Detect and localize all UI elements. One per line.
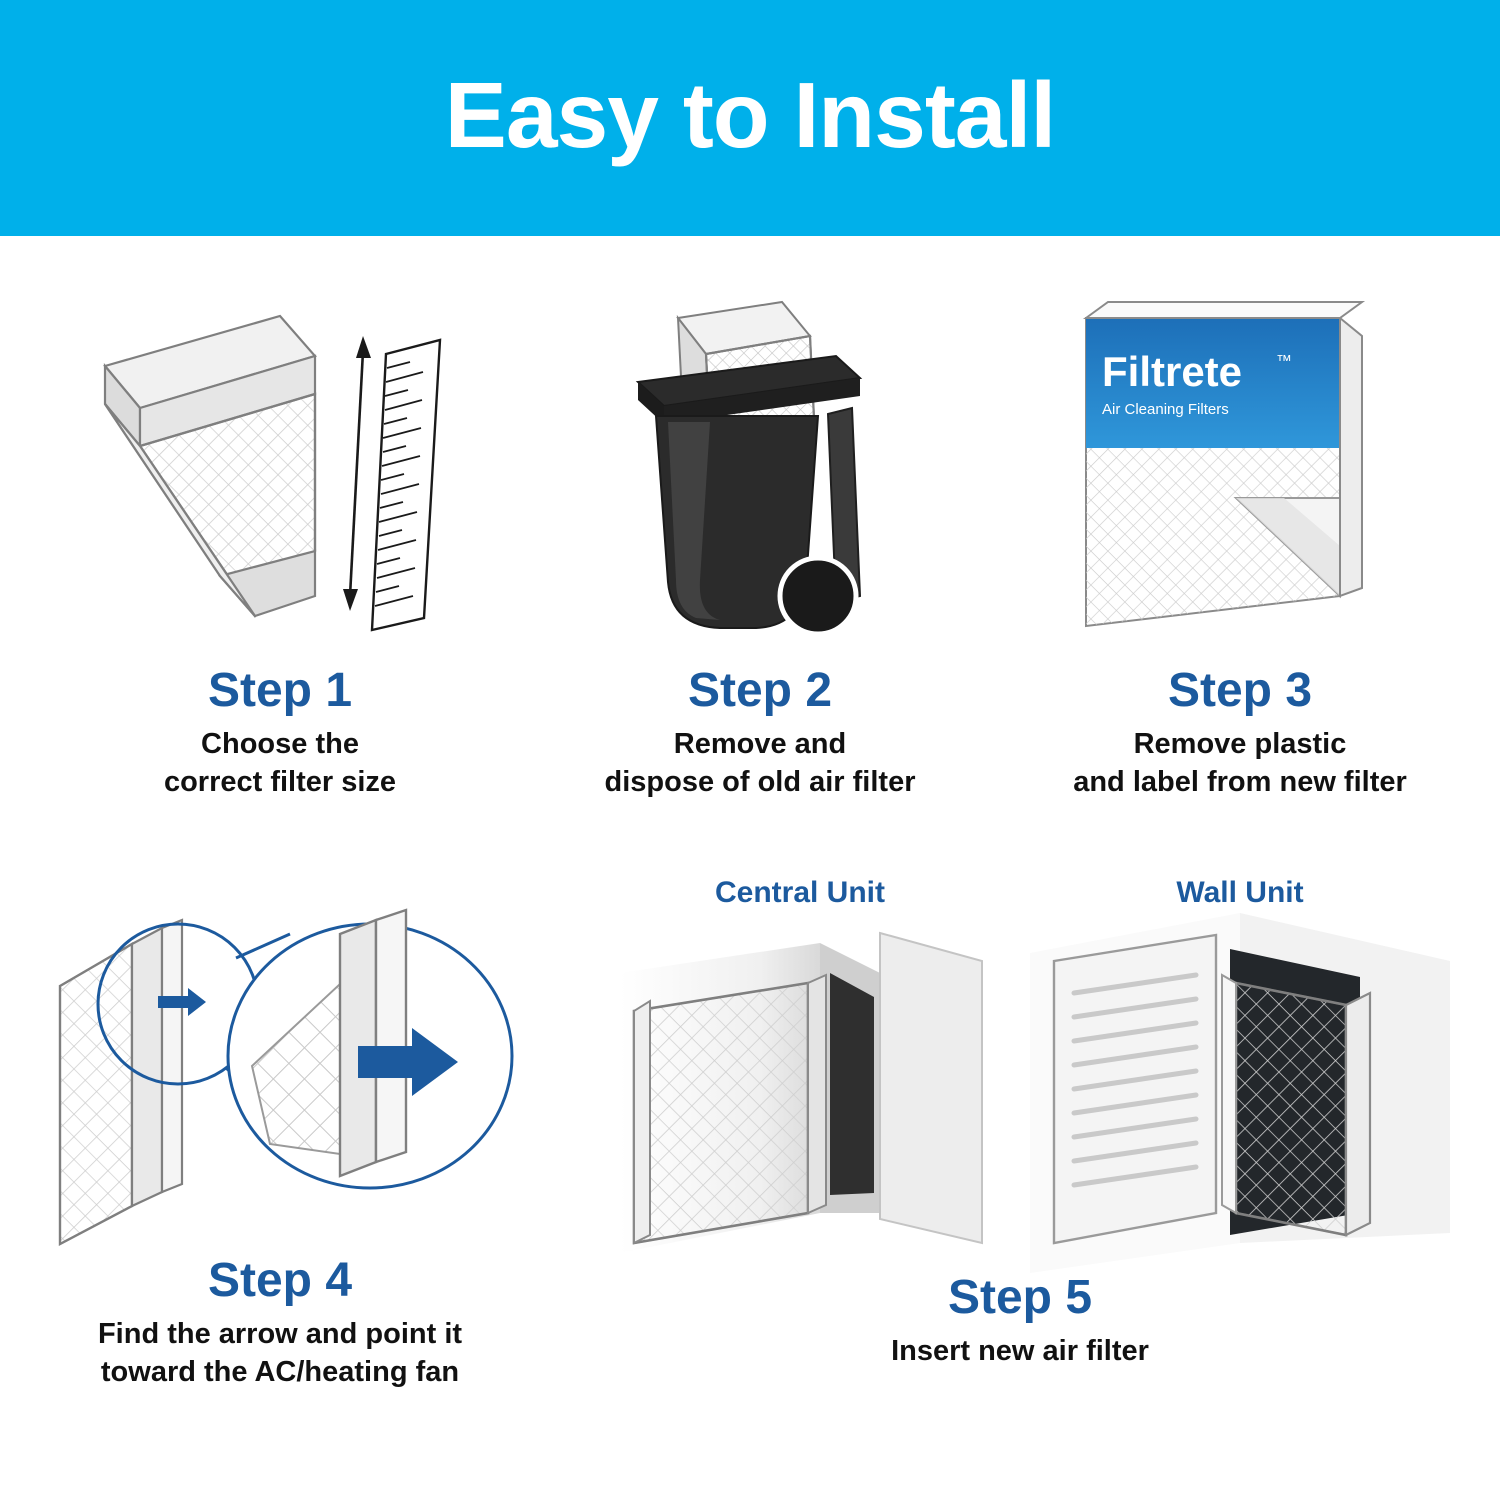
filtrete-package-icon — [1040, 296, 1440, 666]
step-4-illustration — [20, 876, 540, 1256]
step-1-caption-line-1: Choose the — [201, 728, 359, 761]
steps-grid — [0, 236, 1500, 1500]
step-2-caption-line-1: Remove and — [673, 728, 847, 761]
step-5-title: Step 5 — [947, 1271, 1093, 1324]
step-1-caption-line-2: correct filter size — [163, 765, 397, 798]
trash-can-with-filter-icon — [560, 296, 960, 666]
central-unit-illustration-icon — [590, 913, 1010, 1273]
step-3-title: Step 3 — [1167, 664, 1313, 717]
step-3-caption-line-2: and label from new filter — [1073, 765, 1407, 798]
step-2-illustration — [520, 296, 1000, 666]
airflow-arrow-magnifier-icon — [40, 876, 520, 1256]
step-4-caption — [20, 1316, 540, 1390]
step-2-caption-line-2: dispose of old air filter — [604, 765, 916, 798]
svg-text:Air Cleaning Filters: Air Cleaning Filters — [1102, 401, 1229, 418]
step-2-title: Step 2 — [687, 664, 833, 717]
step-3-illustration — [1000, 296, 1480, 666]
svg-text:Filtrete: Filtrete — [1102, 348, 1243, 395]
step-4-caption-line-1: Find the arrow and point it — [97, 1318, 463, 1351]
step-3 — [1000, 296, 1480, 801]
step-4 — [20, 876, 540, 1391]
central-unit-label: Central Unit — [714, 876, 885, 909]
step-1-title: Step 1 — [207, 664, 353, 717]
step-3-caption — [1000, 726, 1480, 800]
wall-unit-illustration-icon — [1030, 913, 1450, 1273]
step-5-caption — [560, 1333, 1480, 1370]
page-title: Easy to Install — [444, 62, 1056, 167]
air-filter-with-ruler-icon — [80, 296, 480, 666]
step-5-caption-line-1: Insert new air filter — [891, 1335, 1149, 1368]
step-1-caption — [40, 726, 520, 800]
step-5-wall-unit — [1025, 876, 1455, 1273]
svg-text:™: ™ — [1276, 353, 1292, 370]
step-5-central-unit — [585, 876, 1015, 1273]
step-2-caption — [520, 726, 1000, 800]
step-3-caption-line-1: Remove plastic — [1133, 728, 1347, 761]
header-banner — [0, 0, 1500, 236]
step-5-unit-row — [560, 876, 1480, 1273]
step-1 — [40, 296, 520, 801]
step-1-illustration — [40, 296, 520, 666]
step-2 — [520, 296, 1000, 801]
step-4-caption-line-2: toward the AC/heating fan — [100, 1355, 460, 1388]
step-5 — [560, 876, 1480, 1371]
step-4-title: Step 4 — [207, 1254, 353, 1307]
wall-unit-label: Wall Unit — [1176, 876, 1304, 909]
